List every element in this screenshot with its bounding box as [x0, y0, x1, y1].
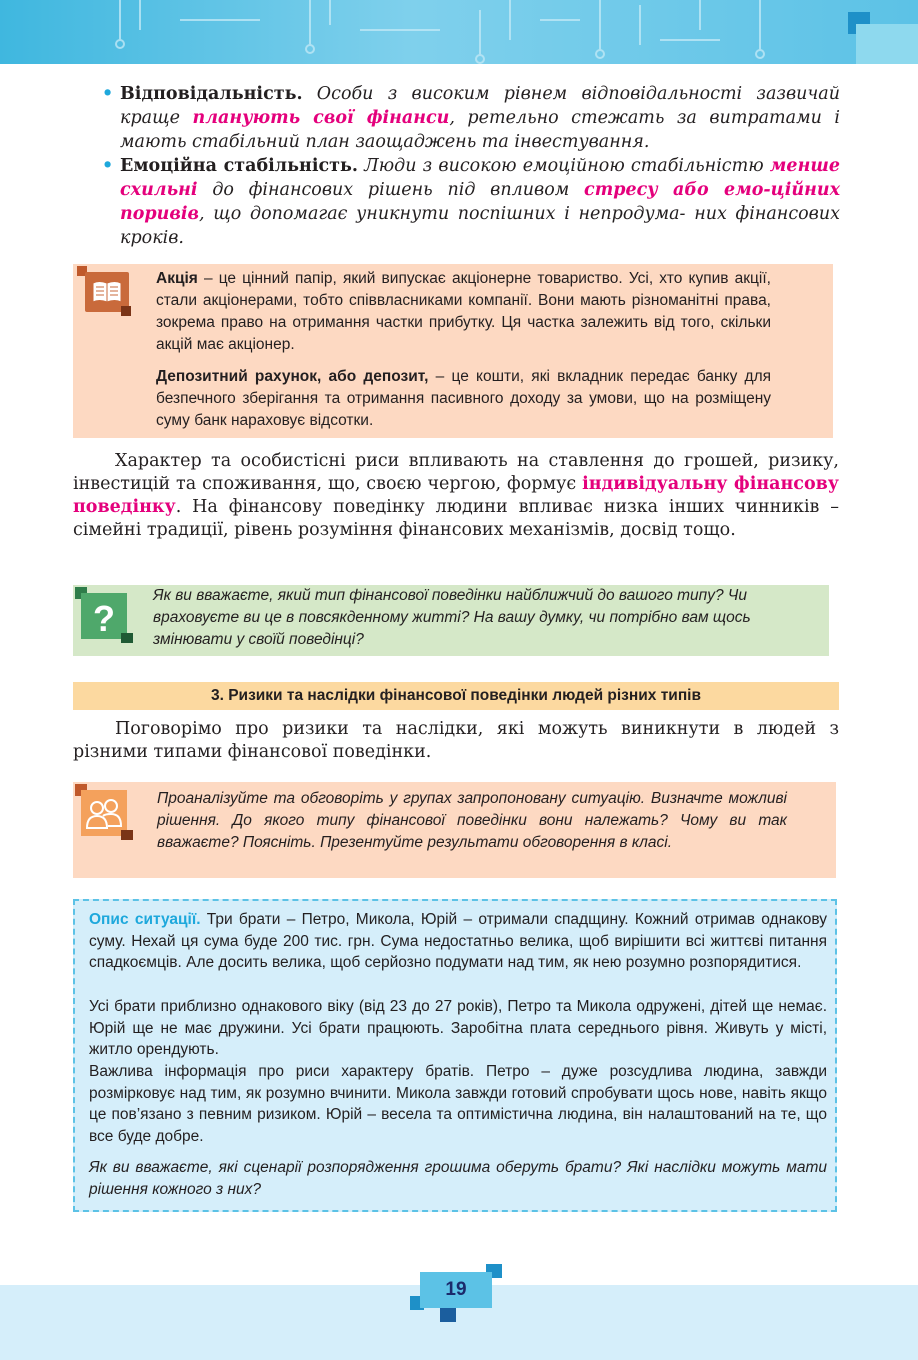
- trait-highlight: менше схильні: [120, 156, 840, 200]
- question-box: [73, 585, 829, 656]
- situation-paragraph: Усі брати приблизно однакового віку (від 23 до 27 років), Петро та Микола одружені, дітей ще немає. Юрій ще не має дружини. Усі брати працюють. Заробітна плата середнього рівня. Живуть у місті, житло орендують.: [89, 998, 827, 1058]
- trait-text: , що допомагає уникнути поспішних і непродума-: [199, 204, 686, 224]
- paragraph-text: . На фінансову поведінку людини впливає низка інших чинників – сімейні традиції, рівень розуміння фінансових механізмів, досвід тощо.: [73, 497, 839, 540]
- trait-highlight: стресу або емо-: [584, 180, 771, 200]
- definition-term: Депозитний рахунок, або депозит,: [156, 368, 429, 385]
- list-item: [100, 154, 840, 250]
- body-paragraph: [73, 450, 839, 542]
- section-title: 3. Ризики та наслідки фінансової поведінки людей різних типів: [73, 682, 839, 710]
- paragraph-text: Характер та особистісні риси впливають на ставлення до грошей, ризику, інвестицій та споживання, що, своєю чергою, формує: [73, 451, 839, 494]
- definition-body: – це кошти, які вкладник передає банку для безпечного зберігання та отримання пасивного доходу за умови, що на розміщену суму банк нараховує відсотки.: [156, 368, 772, 429]
- trait-list: [100, 82, 840, 250]
- trait-text: Люди з високою емоційною стабільністю: [357, 156, 764, 176]
- bullet-dot-icon: •: [102, 84, 114, 104]
- situation-question: Як ви вважаєте, які сценарії розпорядження грошима оберуть брати? Які наслідки можуть мати рішення кожного з них?: [89, 1159, 827, 1198]
- situation-text: Три брати – Петро, Микола, Юрій – отримали спадщину. Кожний отримав однакову суму. Нехай ця сума буде 200 тис. грн. Сума недостатньо велика, щоб вирішити всі життєві питання спадкоємців. Але досить велика, щоб серйозно подумати над тим, як нею розумно розпорядитися.: [89, 911, 827, 971]
- group-discussion-icon: [75, 784, 131, 840]
- definition-deposit: [156, 366, 771, 432]
- book-icon: [77, 266, 127, 316]
- task-text: Проаналізуйте та обговоріть у групах запропоновану ситуацію. Визначте можливі рішення. До якого типу фінансової поведінки вони належать? Чому ви так вважаєте? Поясніть. Презентуйте результати обговорення в класі.: [157, 790, 787, 851]
- corner-square: [856, 24, 918, 64]
- trait-text: і мають стабільний план заощаджень та інвестування.: [120, 108, 840, 152]
- situation-box: [73, 899, 837, 1212]
- list-item: [100, 82, 840, 154]
- body-paragraph: Поговорімо про ризики та наслідки, які можуть виникнути в людей з різними типами фінансової поведінки.: [73, 719, 839, 762]
- header-band: [0, 0, 918, 64]
- definition-body: – це цінний папір, який випускає акціонерне товариство. Усі, хто купив акції, стали акціонерами, тобто співвласниками компанії. Вони мають різноманітні права, зокрема право на отримання частки прибутку. Ця частка залежить від того, скільки акцій має акціонер.: [156, 270, 771, 353]
- definition-term: Акція: [156, 270, 198, 287]
- trait-text: них фінансових кроків.: [120, 204, 840, 248]
- task-box: [73, 782, 836, 878]
- situation-paragraph: Важлива інформація про риси характеру братів. Петро – дуже розсудлива людина, завжди розмірковує над тим, як розумно вчинити. Микола завжди готовий спробувати щось нове, навіть якщо це пов’язано з певним ризиком. Юрій – весела та оптимістична людина, він налаштований на те, що все буде добре.: [89, 1063, 827, 1145]
- paragraph-highlight: індивідуальну фінансову поведінку: [73, 474, 839, 517]
- page-number: 19: [420, 1272, 492, 1308]
- svg-text:?: ?: [93, 598, 115, 639]
- circuit-decoration: [0, 0, 918, 64]
- situation-paragraph: [89, 909, 827, 974]
- trait-highlight: планують свої фінанси: [192, 108, 450, 128]
- trait-text: , ретельно стежать за витратами: [449, 108, 822, 128]
- definition-akcia: [156, 268, 771, 356]
- question-icon: [75, 587, 131, 643]
- trait-text: краще: [120, 108, 193, 128]
- trait-text: Особи з високим рівнем відповідальності зазвичай: [302, 84, 840, 104]
- trait-term: Відповідальність.: [120, 84, 303, 104]
- trait-highlight: ційних поривів: [120, 180, 840, 224]
- page-number-deco: [440, 1308, 456, 1322]
- question-text: Як ви вважаєте, який тип фінансової поведінки найближчий до вашого типу? Чи враховуєте ви це в повсякденному житті? На вашу думку, чи потрібно вам щось змінювати у своїй поведінці?: [153, 587, 751, 648]
- situation-label: Опис ситуації.: [89, 911, 201, 928]
- trait-text: до фінансових рішень під впливом: [197, 180, 585, 200]
- bullet-dot-icon: •: [102, 156, 114, 176]
- definition-box: [73, 264, 833, 438]
- trait-term: Емоційна стабільність.: [120, 156, 358, 176]
